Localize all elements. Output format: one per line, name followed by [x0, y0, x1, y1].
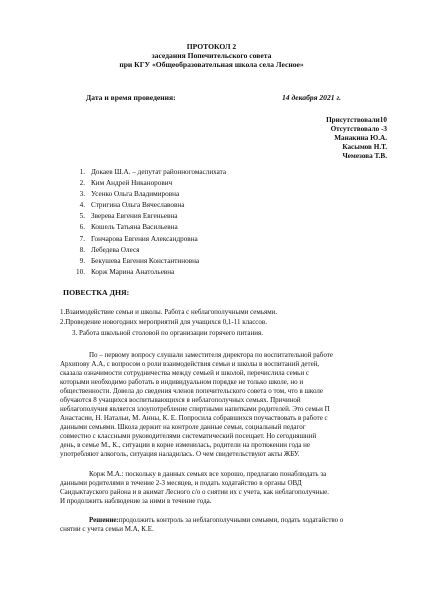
- absent-name: Касымов Н.Т.: [342, 143, 387, 151]
- list-item: [72, 234, 226, 245]
- paragraph-line: Корж М.А.: поскольку в данных семьях все хорошо, предлагаю понаблюдать за: [89, 470, 327, 478]
- paragraph-line: общественности. Довела до сведения членов попечительского совета о том, что в школе: [60, 387, 323, 395]
- paragraph-line: данными родителями в течение 2-3 месяцев, и подать ходатайство в органы ОВД: [60, 479, 302, 487]
- attendance-absent: Отсутствовало -3: [330, 125, 387, 133]
- paragraph-line: Саидыктауского района и в акимат Лесного с/о о снятии их с учета, как неблагополучные.: [60, 488, 329, 496]
- decision-text: продолжить контроль за неблагополучными семьями, подать ходатайство о: [118, 516, 344, 524]
- paragraph-line: Анастасии, Н. Натальи, М. Анны, К. Е. Попросила собравшихся поучаствовать в работе с: [60, 414, 328, 422]
- paragraph-line: день, в семье М., К., ситуации в корне изменилась, родители на протяжении года не: [60, 441, 311, 449]
- list-number: 1.: [79, 168, 85, 176]
- paragraph-line: совместно с классными руководителями систематический посещает. Но сегодняшний: [60, 432, 317, 440]
- member-name: Стригина Ольга Вячеславовна: [91, 201, 185, 210]
- member-name: Усенко Ольга Владимировна: [91, 190, 180, 199]
- agenda-item: 3. Работа школьной столовой по организации горячего питания.: [72, 329, 263, 337]
- list-number: 6.: [79, 223, 85, 232]
- member-name: Гончарова Евгения Александровна: [91, 234, 198, 243]
- paragraph-line: данными семьями. Школа держит на контроле данные семьи, социальный педагог: [60, 423, 306, 431]
- attendance-present: Присутствовали10: [326, 116, 387, 124]
- list-number: 5.: [79, 212, 85, 221]
- member-name: Зверева Евгения Евгеньевна: [91, 212, 178, 221]
- list-number: 4.: [79, 201, 85, 210]
- paragraph-line: неблагополучия является злоупотребление спиртными напитками родителей. Это семьи П: [60, 405, 330, 413]
- datetime-value: 14 декабря 2021 г.: [282, 93, 342, 102]
- members-list: [72, 167, 226, 278]
- list-number: 9.: [79, 256, 85, 265]
- document-organization: при КГУ «Общеобразовательная школа села Лесное»: [119, 60, 304, 69]
- member-name: Лебедева Олеся: [91, 245, 140, 254]
- list-number: 10.: [76, 267, 85, 276]
- paragraph-line: По – первому вопросу слушали заместителя директора по воспитательной работе: [89, 351, 333, 359]
- list-item: [72, 267, 226, 278]
- list-item: [72, 245, 226, 256]
- paragraph-line: сказала означимости сотрудничества между семьей и школой, перечислила семьи с: [60, 369, 309, 377]
- member-name: Ким Андрей Никанорович: [91, 179, 173, 188]
- list-item: [72, 256, 226, 267]
- list-item: [72, 167, 226, 178]
- decision-line: снятии с учета семьи М.А, К.Е.: [60, 525, 154, 533]
- list-number: 7.: [79, 234, 85, 243]
- paragraph-line: употребляют алкоголь, ситуация наладилась. О чем свидетельствуют акты ЖБУ.: [60, 450, 300, 458]
- member-name: Кошель Татьяна Васильевна: [91, 223, 178, 232]
- agenda-item: 1.Взаимодействие семьи и школы. Работа с неблагополучными семьями.: [60, 308, 278, 316]
- decision-label: Решение:: [89, 516, 119, 524]
- member-name: Бекушева Евгения Константиновна: [91, 256, 200, 265]
- member-name: Корж Марина Анатольевна: [91, 267, 175, 276]
- list-number: 2.: [79, 179, 85, 188]
- document-title: ПРОТОКОЛ 2: [186, 42, 237, 51]
- list-item: [72, 200, 226, 211]
- paragraph-line: Архипову А.А, с вопросом о роли взаимодействия семьи и школы в воспитаний детей,: [60, 360, 320, 368]
- list-number: 8.: [79, 245, 85, 254]
- list-item: [72, 189, 226, 200]
- list-item: [72, 222, 226, 233]
- document-subtitle: заседания Попечительского совета: [151, 51, 272, 60]
- list-item: [72, 211, 226, 222]
- paragraph-line: обучаются 8 учащихся воспитывающихся в неблагополучных семьях. Причиной: [60, 396, 301, 404]
- agenda-item: 2.Проведение новогодних мероприятий для учащихся 0,1-11 классов.: [60, 318, 267, 326]
- member-name: Докаев Ш.А. – депутат районногомаслихата: [91, 168, 227, 176]
- decision-line: [89, 516, 343, 525]
- list-number: 3.: [79, 190, 85, 199]
- list-item: [72, 178, 226, 189]
- paragraph-line: которыми необходимо работать в индивидуальном порядке не только школе, но и: [60, 378, 304, 386]
- agenda-title: ПОВЕСТКА ДНЯ:: [63, 288, 130, 297]
- datetime-label: Дата и время проведения:: [86, 93, 176, 102]
- absent-name: Чемезова Т.В.: [342, 152, 387, 160]
- paragraph-line: И продолжить наблюдение за ними в течение года.: [60, 497, 212, 505]
- absent-name: Манакина Ю.А.: [334, 134, 387, 142]
